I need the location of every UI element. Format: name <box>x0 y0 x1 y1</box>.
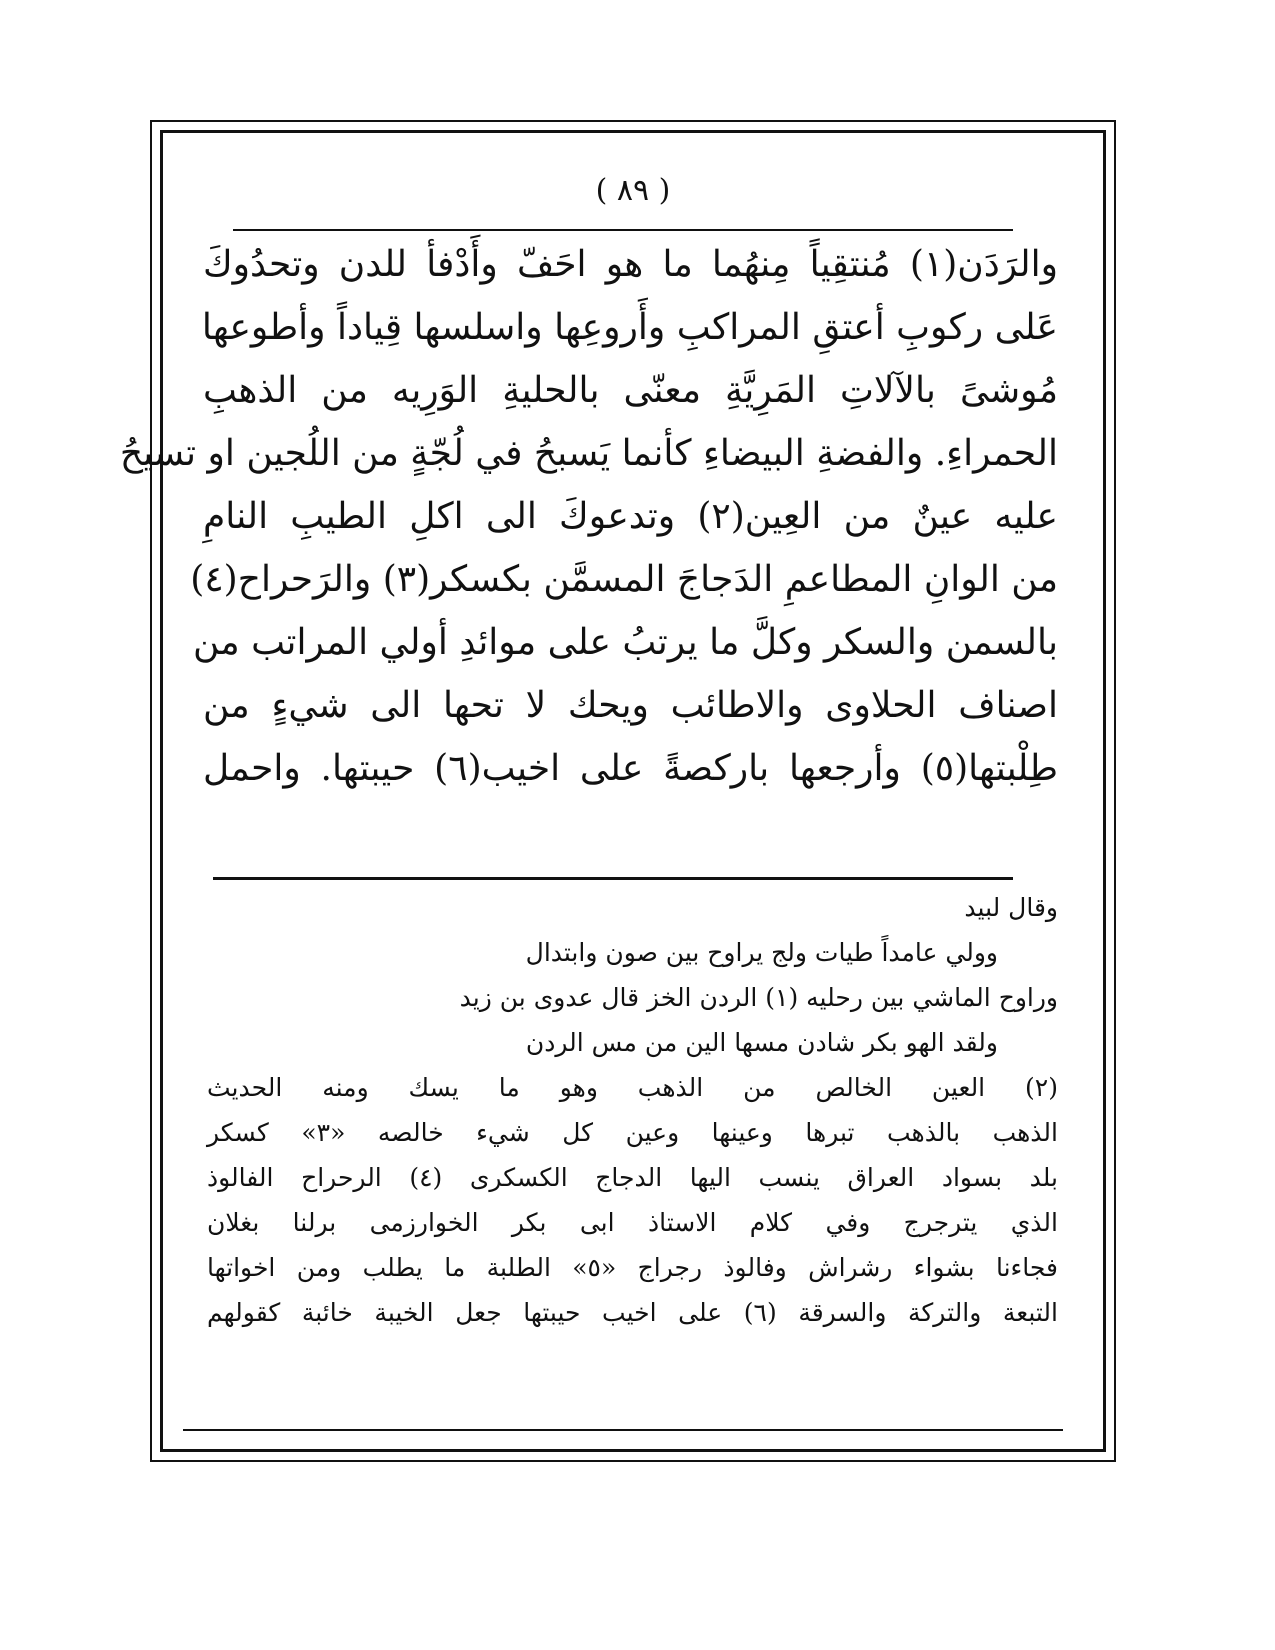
footnote-line: الذهب بالذهب تبرها وعينها وعين كل شيء خالصه «٣» كسكر <box>207 1118 1058 1147</box>
page-number: ( ٨٩ ) <box>595 173 671 208</box>
footnote-line: فجاءنا بشواء رشراش وفالوذ رجراج «٥» الطلبة ما يطلب ومن اخواتها <box>207 1253 1058 1282</box>
footnote-line: الذي يترجرج وفي كلام الاستاذ ابى بكر الخوارزمى برلنا بغلان <box>207 1208 1058 1237</box>
footnote-line: بلد بسواد العراق ينسب اليها الدجاج الكسكرى (٤) الرحراح الفالوذ <box>207 1163 1059 1192</box>
main-text-line: والرَدَن(١) مُنتقِياً مِنهُما ما هو احَفّ وأَدْفأ للدن وتحدُوكَ <box>203 244 1058 285</box>
page-frame-outer <box>119 120 1116 1462</box>
footnote-line: وراوح الماشي بين رحليه (١) الردن الخز قال عدوى بن زيد <box>459 983 1058 1012</box>
footnote-line: (٢) العين الخالص من الذهب وهو ما يسك ومنه الحديث <box>207 1073 1058 1102</box>
main-text-line: عليه عينٌ من العِين(٢) وتدعوكَ الى اكلِ الطيبِ النامِ <box>203 496 1058 537</box>
main-text-line: من الوانِ المطاعمِ الدَجاجَ المسمَّن بكسكر(٣) والرَحراح(٤) <box>190 559 1058 600</box>
main-text-line: الحمراءِ. والفضةِ البيضاءِ كأنما يَسبحُ في لُجّةٍ من اللُجين او تسيحُ <box>119 433 1058 474</box>
footnote-separator-rule <box>213 877 1013 880</box>
page-frame-inner <box>119 130 1106 1452</box>
main-text-line: بالسمن والسكر وكلَّ ما يرتبُ على موائدِ أولي المراتب من <box>192 622 1058 663</box>
footnote-intro: وقال لبيد <box>964 893 1058 922</box>
main-text-line: مُوشىً بالآلاتِ المَرِيَّةِ معنّى بالحليةِ الوَرِيه من الذهبِ <box>203 370 1058 411</box>
footer-rule <box>183 1429 1063 1431</box>
main-text-line: طِلْبتها(٥) وأرجعها باركصةً على اخيب(٦) حيبتها. واحمل <box>203 748 1058 789</box>
footnote-verse-line: وولي عامداً طيات ولج يراوح بين صون وابتدال <box>525 938 998 967</box>
main-text-line: عَلى ركوبِ أعتقِ المراكبِ وأَروعِها واسلسها قِياداً وأطوعها <box>201 307 1058 348</box>
footnote-line: التبعة والتركة والسرقة (٦) على اخيب حيبتها جعل الخيبة خائبة كقولهم <box>207 1298 1058 1327</box>
header-rule <box>233 229 1013 231</box>
main-text-block <box>119 233 1058 800</box>
footnotes-block <box>207 885 1058 1335</box>
main-text-line: اصناف الحلاوى والاطائب ويحك لا تحها الى شيءٍ من <box>203 685 1058 726</box>
footnote-verse-line: ولقد الهو بكر شادن مسها الين من مس الردن <box>525 1028 998 1057</box>
